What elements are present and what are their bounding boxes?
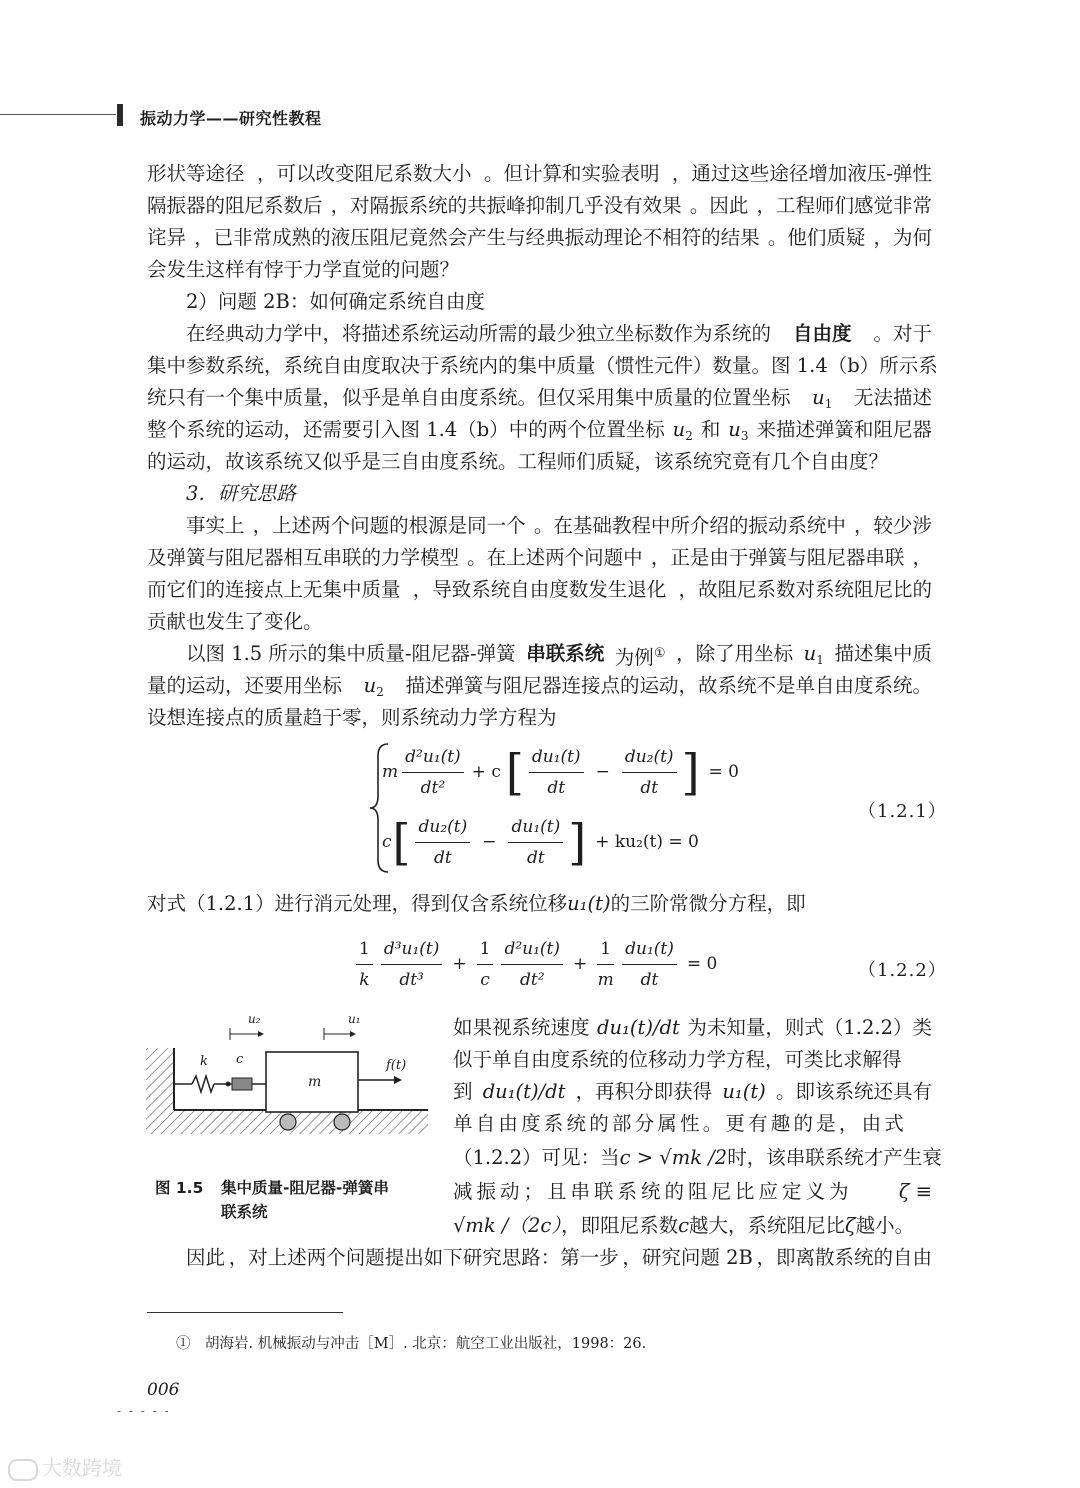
term-series-system: 串联系统: [526, 642, 605, 665]
text-line: 减振动；且串联系统的阻尼比应定义为 ζ ≡: [453, 1180, 932, 1203]
equation-number: （1.2.2）: [858, 960, 947, 981]
text-line: 形状等途径 ，可以改变阻尼系数大小 。但计算和实验表明 ，通过这些途径增加液压-弹性: [147, 162, 932, 185]
text-line: 及弹簧与阻尼器相互串联的力学模型 。在上述两个问题中 ，正是由于弹簧与阻尼器串联 ，: [147, 546, 932, 569]
text-line: 而它们的连接点上无集中质量 ，导致系统自由度数发生退化 ，故阻尼系数对系统阻尼比的: [147, 578, 932, 601]
page-number: 006: [147, 1380, 180, 1400]
header-rule: [0, 114, 116, 115]
damper: [232, 1078, 252, 1090]
spring: [192, 1076, 214, 1092]
text-line: 统只有一个集中质量，似乎是单自由度系统。但仅采用集中质量的位置坐标 $u_1$ 无法描述: [147, 386, 932, 411]
label-k: k: [200, 1054, 208, 1069]
text-line: 单自由度系统的部分属性。更有趣的是，由式: [453, 1112, 908, 1135]
header-marker: [117, 104, 123, 126]
text-line: 以图 1.5 所示的集中质量-阻尼器-弹簧 串联系统 为例① ，除了用坐标 $u_1$ 描述集中质: [186, 642, 932, 669]
subheading-problem-2b: 2）问题 2B：如何确定系统自由度: [186, 290, 485, 313]
page-number-dashes: - - - - -: [117, 1404, 171, 1418]
text-line: （1.2.2）可见：当 c > √mk /2 时，该串联系统才产生衰: [453, 1146, 942, 1169]
running-header-title: 振动力学——研究性教程: [140, 109, 322, 128]
text-line: 对式（1.2.1）进行消元处理，得到仅含系统位移u₁(t)的三阶常微分方程，即: [147, 892, 806, 915]
text-line: 设想连接点的质量趋于零，则系统动力学方程为: [147, 706, 557, 729]
section-heading-research-approach: 3．研究思路: [186, 482, 296, 505]
equation-1-2-2: $\frac{1}{k}$ $\frac{\text{d³u₁(t)}}{\text{dt³}}$ + $\frac{1}{c}$ $\frac{\text{d²u₁(t)}}{\text{dt²}}$ + $\frac{1}{m}$ $\frac{\text{du₁(t)}}{dt}$ = 0: [352, 932, 717, 996]
text-line: 似于单自由度系统的位移动力学方程，可类比求解得: [453, 1048, 902, 1071]
text-line: 因此 ，对上述两个问题提出如下研究思路：第一步 ，研究问题 2B ，即离散系统的自由: [186, 1246, 932, 1269]
text-line: 诧异 ，已非常成熟的液压阻尼竟然会产生与经典振动理论不相符的结果 。他们质疑 ，为何: [147, 226, 932, 249]
text-line: 贡献也发生了变化。: [147, 610, 323, 633]
text-line: 量的运动，还要用坐标 $u_2$ 描述弹簧与阻尼器连接点的运动，故系统不是单自由度系统。: [147, 674, 932, 699]
wheel: [280, 1114, 296, 1130]
label-m: m: [308, 1074, 322, 1090]
force-arrow: [394, 1076, 402, 1084]
text-line: 的运动，故该系统又似乎是三自由度系统。工程师们质疑，该系统究竟有几个自由度？: [147, 450, 889, 473]
label-c: c: [236, 1052, 244, 1067]
text-line: 事实上 ，上述两个问题的根源是同一个 。在基础教程中所介绍的振动系统中 ，较少涉: [186, 514, 932, 537]
figure-caption: 图 1.5 集中质量-阻尼器-弹簧串 联系统: [155, 1179, 389, 1221]
label-force: f(t): [386, 1058, 407, 1073]
text-line: 隔振器的阻尼系数后 ，对隔振系统的共振峰抑制几乎没有效果 。因此 ，工程师们感觉非常: [147, 194, 932, 217]
text-line: √mk /（2c），即阻尼系数c越大，系统阻尼比ζ越小。: [453, 1214, 915, 1237]
wall-hatch: [146, 1048, 174, 1134]
figure-mass-damper-spring: [146, 1010, 432, 1134]
text-line: 如果视系统速度 du₁(t)/dt 为未知量，则式（1.2.2）类: [453, 1016, 932, 1039]
footnote: ① 胡海岩. 机械振动与冲击［M］. 北京：航空工业出版社，1998：26.: [176, 1336, 647, 1352]
label-u2: u₂: [248, 1012, 261, 1026]
text-line: 集中参数系统 ，系统自由度取决于系统内的集中质量（惯性元件）数量 。图 1.4（b）所示系: [147, 354, 938, 377]
label-u1: u₁: [348, 1012, 361, 1026]
watermark: 大数跨境: [8, 1452, 122, 1481]
term-degree-of-freedom: 自由度: [792, 322, 852, 345]
equation-1-2-1-line1: m $\frac{\text{d²u₁(t)}}{\text{dt²}}$ + c [ $\frac{\text{du₁(t)}}{dt}$ − $\frac{\text{du₂(t)}}{dt}$ ] = 0: [382, 743, 739, 801]
text-line: 到 du₁(t)/dt ，再积分即获得 u₁(t) 。即该系统还具有: [453, 1080, 932, 1103]
footnote-rule: [147, 1312, 343, 1313]
equation-1-2-1-line2: c [ $\frac{\text{du₂(t)}}{dt}$ − $\frac{\text{du₁(t)}}{dt}$ ] + ku₂(t) = 0: [382, 813, 699, 871]
ground-hatch: [174, 1110, 428, 1134]
watermark-logo-icon: [8, 1459, 38, 1481]
wheel: [334, 1114, 350, 1130]
text-line: 整个系统的运动，还需要引入图 1.4（b）中的两个位置坐标 $u_2$ 和 $u_3$ 来描述弹簧和阻尼器: [147, 418, 932, 443]
equation-number: （1.2.1）: [858, 801, 947, 822]
text-line: 在经典动力学中，将描述系统运动所需的最少独立坐标数作为系统的 自由度 。对于: [186, 322, 932, 345]
text-line: 会发生这样有悖于力学直觉的问题？: [147, 258, 460, 281]
footnote-ref[interactable]: ①: [653, 646, 666, 661]
